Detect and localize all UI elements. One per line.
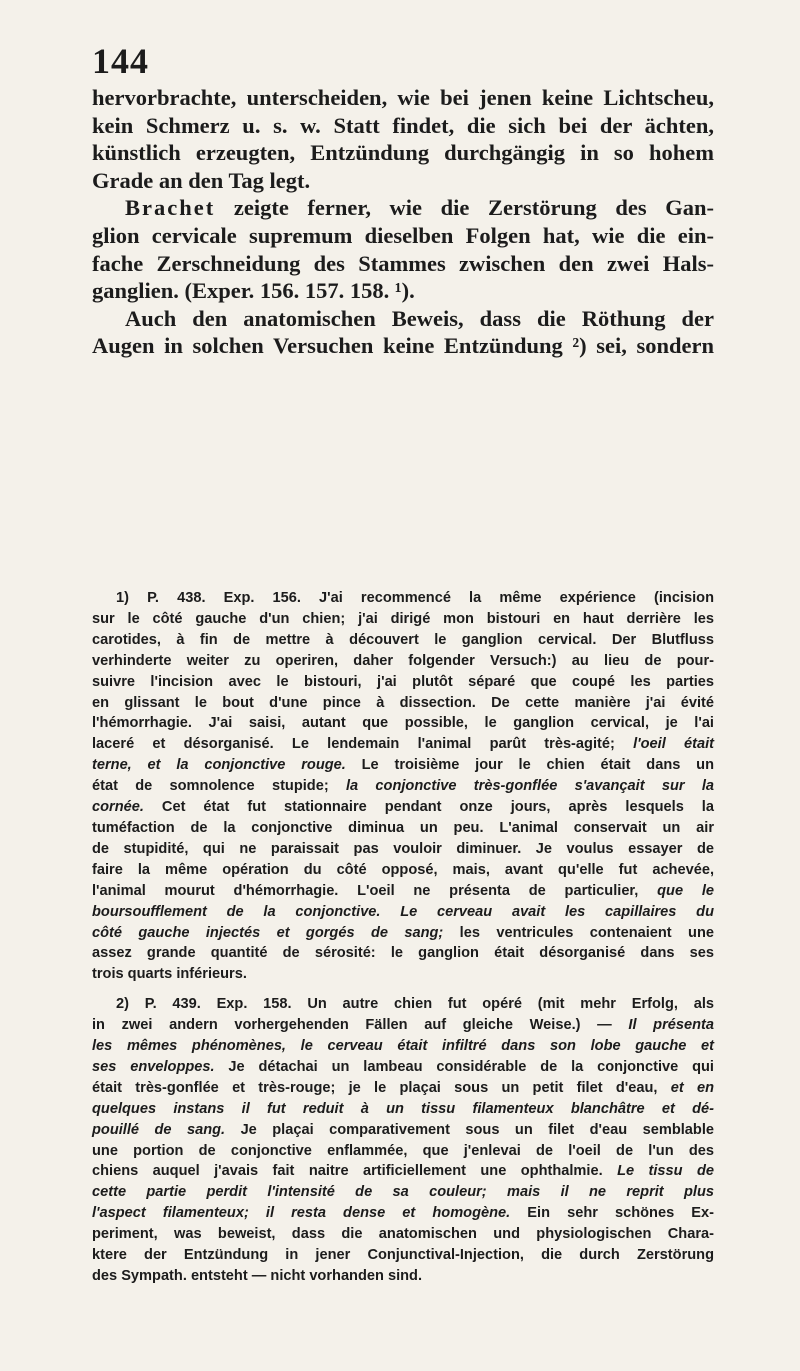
text-line: hervorbrachte, unterscheiden, wie bei jenen keine Lichtscheu, [92,85,714,110]
text-line: ganglien. (Exper. 156. 157. 158. ¹). [92,278,415,304]
page-number: 144 [92,41,149,81]
footnote-line: des Sympath. entsteht — nicht vorhanden sind. [92,1268,423,1284]
footnotes [92,588,714,1296]
footnote-line [92,1161,714,1182]
footnote-line: l'hémorrhagie. J'ai saisi, autant que possible, le ganglion cervical, je l'ai [92,715,714,732]
paragraph-2 [92,194,714,304]
footnote-line [92,1015,714,1036]
footnote-line: carotides, à fin de mettre à découvert le ganglion cervical. Der Blutfluss [92,631,714,648]
footnote-line: boursoufflement de la conjonctive. Le cerveau avait les capillaires du [92,903,714,920]
text-fragment: zeigte ferner, wie die Zerstörung des Gan- [233,195,715,221]
footnote-line: en glissant le bout d'une pince à dissection. De cette manière j'ai évité [92,694,714,711]
text-line: glion cervicale supremum dieselben Folgen hat, wie die ein- [92,222,714,248]
text-line: kein Schmerz u. s. w. Statt findet, die sich bei der ächten, [92,112,714,138]
footnote-line [92,1120,714,1141]
text-fragment: les ventricules contenaient une [459,924,714,941]
footnote-line [92,776,714,797]
main-text [92,84,714,360]
footnote-2 [92,994,714,1287]
footnote-line: tuméfaction de la conjonctive diminua un peu. L'animal conservait un air [92,819,714,836]
italic-fragment: et en [670,1079,714,1096]
italic-fragment: côté gauche injectés et gorgés de sang; [92,924,444,941]
text-fragment: état de somnolence stupide; [92,778,329,795]
footnote-line: ktere der Entzündung in jener Conjunctival-Injection, die durch Zerstörung [92,1247,714,1264]
footnote-line: une portion de conjonctive enflammée, que j'enlevai de l'oeil de l'un des [92,1142,714,1159]
footnote-line: quelques instans il fut reduit à un tissu filamenteux blanchâtre et dé- [92,1100,714,1117]
italic-fragment: l'oeil était [633,736,714,753]
text-line: Auch den anatomischen Beweis, dass die Röthung der [125,305,714,331]
italic-fragment: pouillé de sang. [92,1121,226,1138]
footnote-line [92,1203,714,1224]
text-fragment: chiens auquel j'avais fait naitre artificiellement une ophthalmie. [92,1163,603,1180]
text-line: künstlich erzeugten, Entzündung durchgängig in so hohem [92,140,714,166]
italic-fragment: l'aspect filamenteux; il resta dense et homogène. [92,1205,511,1222]
text-fragment: laceré et désorganisé. Le lendemain l'animal parût très-agité; [92,736,615,753]
footnote-line: suivre l'incision avec le bistouri, j'ai plutôt séparé que coupé les parties [92,673,714,690]
footnote-line: sur le côté gauche d'un chien; j'ai dirigé mon bistouri en haut derrière les [92,610,714,627]
text-line: fache Zerschneidung des Stammes zwischen den zwei Hals- [92,250,714,276]
italic-fragment: ses enveloppes. [92,1058,215,1075]
footnote-line: 1) P. 438. Exp. 156. J'ai recommencé la même expérience (incision [116,590,714,606]
footnote-line: verhinderte weiter zu operiren, daher folgender Versuch:) au lieu de pour- [92,652,714,669]
italic-fragment: que le [657,882,715,899]
author-name: Brachet [125,195,216,221]
text-line: Grade an den Tag legt. [92,167,311,193]
footnote-line: periment, was beweist, dass die anatomischen und physiologischen Chara- [92,1226,714,1243]
footnote-line [92,755,714,776]
italic-fragment: la conjonctive très-gonflée s'avançait sur la [345,778,714,795]
text-line: Augen in solchen Versuchen keine Entzündung ²) sei, sondern [92,333,714,359]
italic-fragment: Le tissu de [617,1163,715,1180]
footnote-line: faire la même opération du côté opposé, mais, avant qu'elle fut achevée, [92,861,714,878]
footnote-line [92,1078,714,1099]
footnote-line [92,797,714,818]
footnote-1 [92,588,714,985]
paragraph-1 [92,84,714,194]
text-fragment: Le troisième jour le chien était dans un [361,757,714,774]
italic-fragment: Il présenta [628,1017,714,1034]
footnote-line [92,1057,714,1078]
footnote-line [92,734,714,755]
footnote-line: 2) P. 439. Exp. 158. Un autre chien fut opéré (mit mehr Erfolg, als [116,996,714,1013]
footnote-line [92,923,714,944]
footnote-line [92,881,714,902]
text-fragment: Je plaçai comparativement sous un filet d'eau semblable [240,1121,714,1138]
text-fragment: était très-gonflée et très-rouge; je le plaçai sous un petit filet d'eau, [92,1079,658,1096]
italic-fragment: cornée. [92,799,144,816]
footnote-line: assez grande quantité de sérosité: le ganglion était désorganisé dans ses [92,945,714,962]
footnote-line: cette partie perdit l'intensité de sa couleur; mais il ne reprit plus [92,1184,714,1201]
text-fragment: Je détachai un lambeau considérable de la conjonctive qui [228,1058,714,1075]
italic-fragment: terne, et la conjonctive rouge. [92,757,346,774]
text-fragment: Ein sehr schönes Ex- [527,1205,714,1222]
text-line [92,194,714,222]
footnote-line: les mêmes phénomènes, le cerveau était infiltré dans son lobe gauche et [92,1038,714,1055]
footnote-line: de stupidité, qui ne paraissait pas vouloir diminuer. Je voulus essayer de [92,840,714,857]
text-fragment: l'animal mourut d'hémorrhagie. L'oeil ne présenta de particulier, [92,882,639,899]
paragraph-3 [92,305,714,360]
text-fragment: in zwei andern vorhergehenden Fällen auf gleiche Weise.) — [92,1017,612,1034]
text-fragment: Cet état fut stationnaire pendant onze jours, après lesquels la [161,799,714,816]
footnote-line: trois quarts inférieurs. [92,966,247,983]
